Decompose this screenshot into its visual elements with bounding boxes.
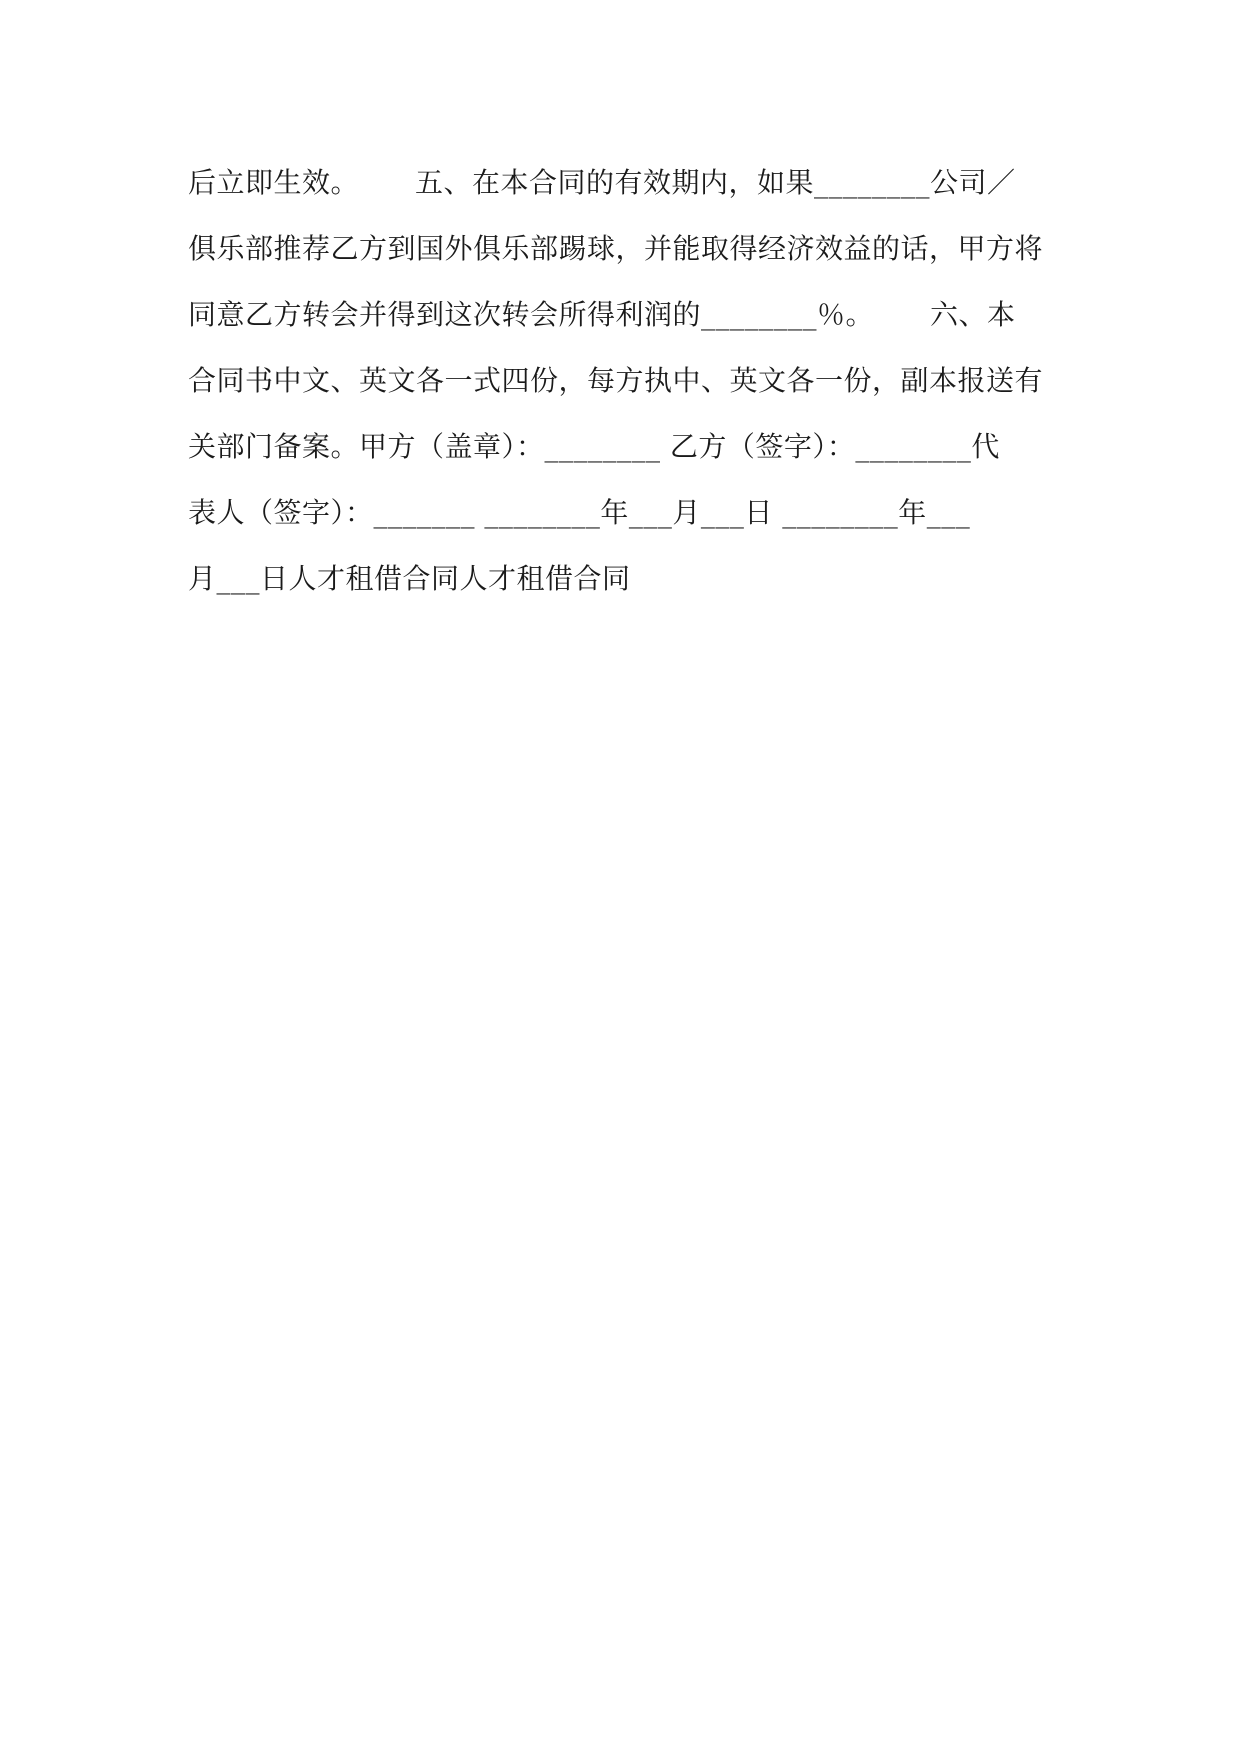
clause-five-start: 五、在本合同的有效期内，如果________公司／ xyxy=(415,166,1016,199)
signature-line: 关部门备案。甲方（盖章）：________ 乙方（签字）：________代 xyxy=(188,430,1000,463)
clause-six-start: 六、本 xyxy=(930,298,1016,331)
text-segment: 同意乙方转会并得到这次转会所得利润的________％。 xyxy=(188,298,875,331)
text-segment: 俱乐部推荐乙方到国外俱乐部踢球，并能取得经济效益的话，甲方将 xyxy=(188,232,1044,265)
text-line-7 xyxy=(188,546,1068,612)
date-line: 表人（签字）：_______ ________年___月___日 ________年___ xyxy=(188,496,971,529)
text-line-5 xyxy=(188,414,1068,480)
text-segment: 后立即生效。 xyxy=(188,166,360,199)
text-line-3 xyxy=(188,282,1068,348)
contract-body-text xyxy=(188,150,1068,612)
closing-line: 月___日人才租借合同人才租借合同 xyxy=(188,562,631,595)
text-line-2 xyxy=(188,216,1068,282)
text-line-4 xyxy=(188,348,1068,414)
text-line-6 xyxy=(188,480,1068,546)
text-line-1 xyxy=(188,150,1068,216)
text-segment: 合同书中文、英文各一式四份，每方执中、英文各一份，副本报送有 xyxy=(188,364,1044,397)
